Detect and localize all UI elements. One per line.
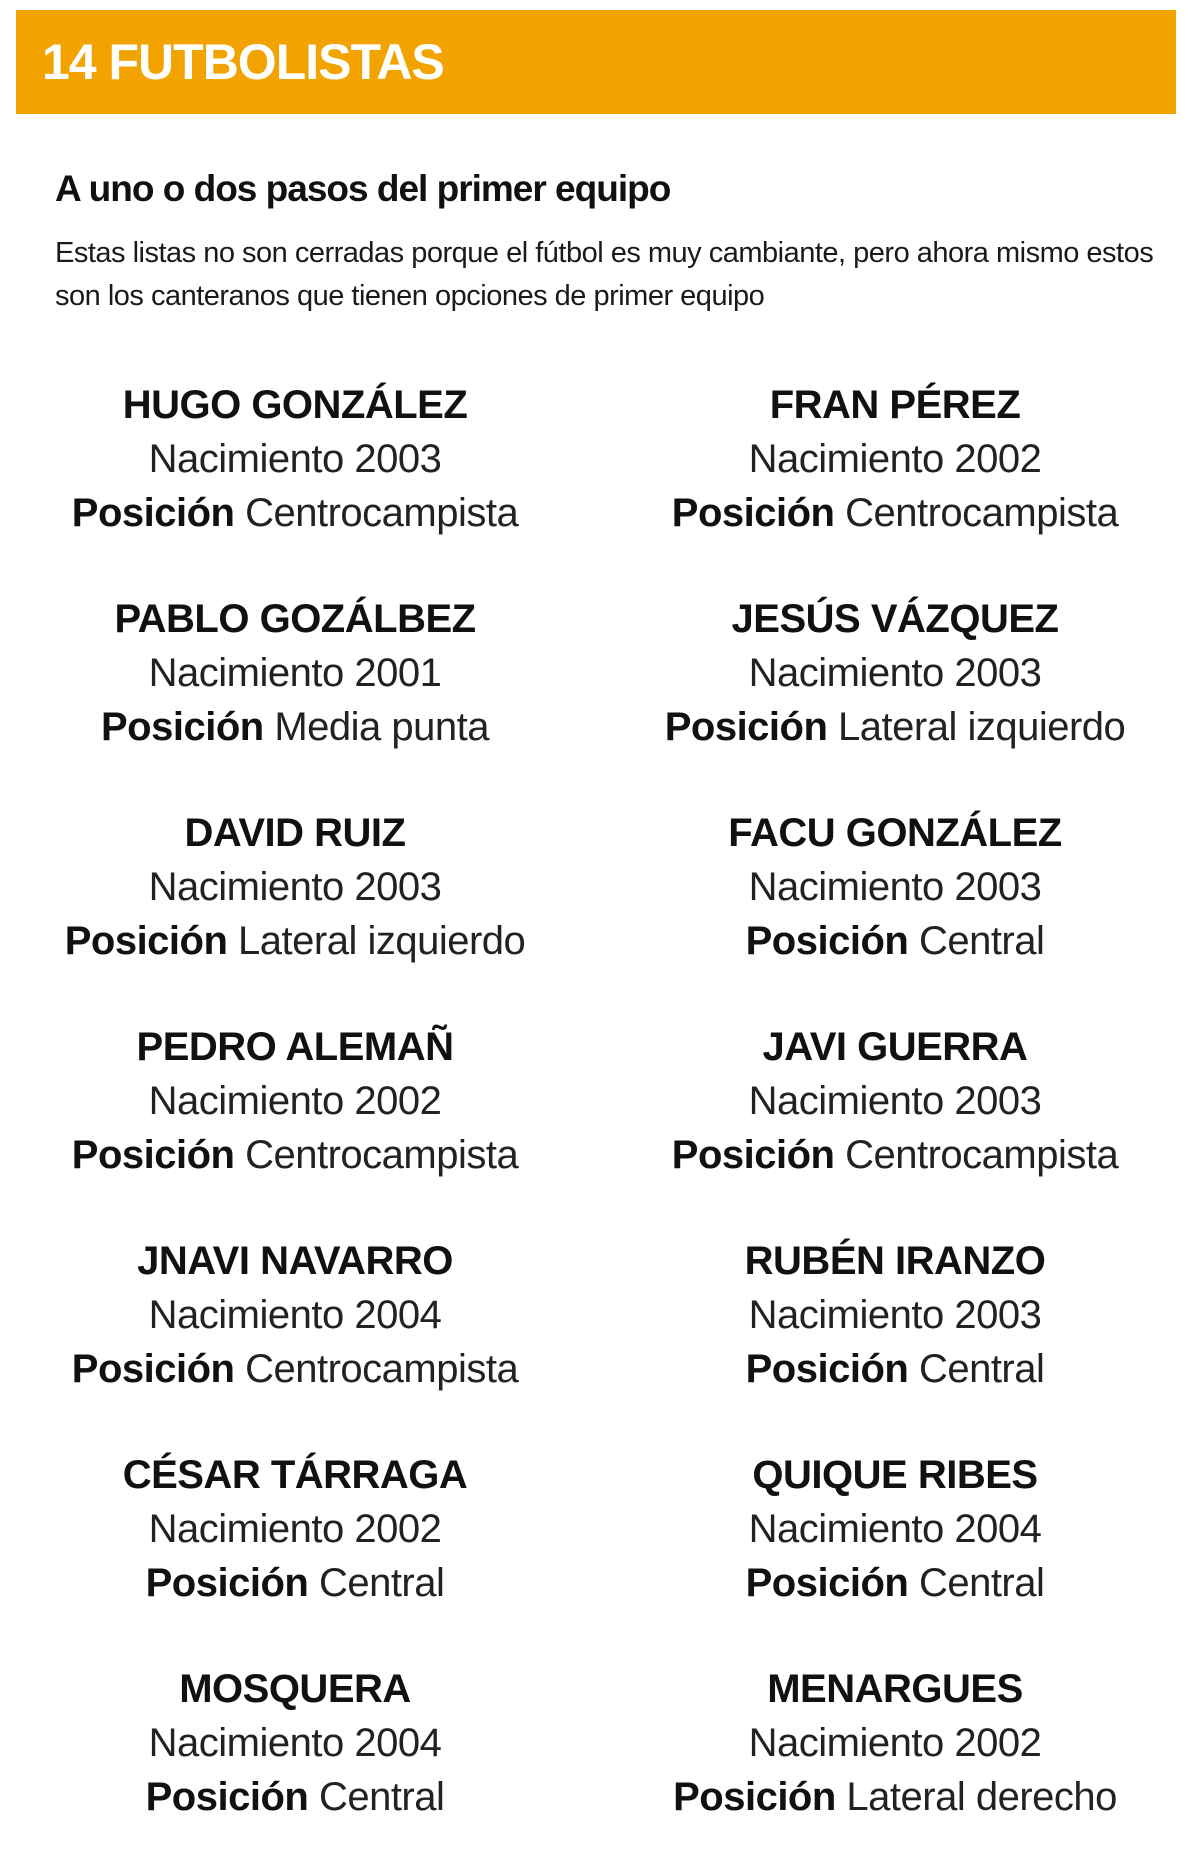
birth-label: Nacimiento [748, 1079, 944, 1123]
position-label: Posición [664, 705, 828, 749]
birth-label: Nacimiento [748, 1293, 944, 1337]
section-subtitle: A uno o dos pasos del primer equipo [55, 168, 671, 209]
birth-year: 2002 [354, 1079, 442, 1123]
birth-label: Nacimiento [748, 865, 944, 909]
player-name: JAVI GUERRA [762, 1025, 1028, 1069]
birth-year: 2003 [954, 865, 1042, 909]
player-card [590, 378, 1200, 592]
birth-year: 2003 [954, 1293, 1042, 1337]
player-position [0, 914, 590, 968]
birth-year: 2001 [354, 651, 442, 695]
position-value: Centrocampista [845, 491, 1119, 535]
position-label: Posición [145, 1561, 309, 1605]
player-name: PABLO GOZÁLBEZ [114, 597, 476, 641]
position-label: Posición [745, 919, 909, 963]
position-value: Centrocampista [245, 1133, 519, 1177]
birth-year: 2004 [954, 1507, 1042, 1551]
birth-year: 2002 [954, 1721, 1042, 1765]
position-value: Centrocampista [245, 491, 519, 535]
position-value: Lateral derecho [846, 1775, 1117, 1819]
player-birth [590, 1716, 1200, 1770]
birth-label: Nacimiento [148, 437, 344, 481]
birth-year: 2004 [354, 1293, 442, 1337]
birth-year: 2004 [354, 1721, 442, 1765]
player-name: DAVID RUIZ [184, 811, 406, 855]
player-card [0, 592, 590, 806]
birth-year: 2003 [954, 651, 1042, 695]
player-card [0, 1448, 590, 1662]
player-position [0, 1770, 590, 1824]
birth-label: Nacimiento [148, 651, 344, 695]
position-label: Posición [745, 1561, 909, 1605]
position-label: Posición [745, 1347, 909, 1391]
player-name: HUGO GONZÁLEZ [122, 383, 468, 427]
position-value: Central [318, 1775, 445, 1819]
player-birth [0, 860, 590, 914]
position-label: Posición [101, 705, 264, 749]
player-name: PEDRO ALEMAÑ [136, 1025, 454, 1069]
birth-year: 2002 [954, 437, 1042, 481]
player-position [590, 914, 1200, 968]
position-value: Central [918, 919, 1045, 963]
player-name: JESÚS VÁZQUEZ [731, 597, 1059, 641]
player-position [590, 1128, 1200, 1182]
birth-label: Nacimiento [148, 1507, 344, 1551]
player-name: RUBÉN IRANZO [744, 1239, 1046, 1283]
player-birth [590, 1502, 1200, 1556]
position-label: Posición [145, 1775, 309, 1819]
player-position [0, 486, 590, 540]
player-position [590, 1770, 1200, 1824]
header-title: 14 FUTBOLISTAS [42, 34, 444, 90]
birth-label: Nacimiento [148, 1293, 344, 1337]
player-name: CÉSAR TÁRRAGA [122, 1453, 468, 1497]
player-card [590, 1448, 1200, 1662]
birth-year: 2002 [354, 1507, 442, 1551]
player-card [590, 806, 1200, 1020]
player-grid [0, 378, 1200, 1876]
player-card [0, 1234, 590, 1448]
birth-label: Nacimiento [748, 651, 944, 695]
position-label: Posición [71, 1347, 235, 1391]
birth-year: 2003 [954, 1079, 1042, 1123]
player-position [0, 1342, 590, 1396]
player-name: MOSQUERA [179, 1667, 411, 1711]
player-card [0, 806, 590, 1020]
birth-year: 2003 [354, 865, 442, 909]
position-value: Central [918, 1561, 1045, 1605]
player-birth [0, 1716, 590, 1770]
player-name: FACU GONZÁLEZ [728, 811, 1062, 855]
position-value: Lateral izquierdo [238, 919, 526, 963]
birth-label: Nacimiento [148, 1079, 344, 1123]
position-label: Posición [64, 919, 228, 963]
birth-label: Nacimiento [148, 865, 344, 909]
player-birth [590, 646, 1200, 700]
header-banner [16, 10, 1176, 114]
birth-label: Nacimiento [148, 1721, 344, 1765]
birth-label: Nacimiento [748, 1507, 944, 1551]
birth-year: 2003 [354, 437, 442, 481]
player-birth [590, 860, 1200, 914]
player-name: MENARGUES [767, 1667, 1023, 1711]
player-card [0, 1662, 590, 1876]
position-value: Centrocampista [845, 1133, 1119, 1177]
player-position [0, 1128, 590, 1182]
player-position [0, 1556, 590, 1610]
player-birth [0, 432, 590, 486]
intro-paragraph: Estas listas no son cerradas porque el fútbol es muy cambiante, pero ahora mismo estos son los canteranos que tienen opciones de primer equipo [55, 237, 1154, 312]
position-label: Posición [71, 491, 235, 535]
player-birth [0, 1502, 590, 1556]
player-name: QUIQUE RIBES [752, 1453, 1038, 1497]
player-birth [0, 1074, 590, 1128]
player-card [0, 1020, 590, 1234]
player-card [0, 378, 590, 592]
position-value: Centrocampista [245, 1347, 519, 1391]
player-birth [0, 646, 590, 700]
position-label: Posición [71, 1133, 235, 1177]
player-birth [0, 1288, 590, 1342]
position-label: Posición [671, 1133, 835, 1177]
player-birth [590, 1288, 1200, 1342]
player-position [590, 486, 1200, 540]
birth-label: Nacimiento [748, 1721, 944, 1765]
position-value: Media punta [274, 705, 489, 749]
player-card [590, 1662, 1200, 1876]
player-name: JNAVI NAVARRO [137, 1239, 453, 1283]
player-position [590, 1342, 1200, 1396]
player-name: FRAN PÉREZ [769, 383, 1021, 427]
birth-label: Nacimiento [748, 437, 944, 481]
position-label: Posición [673, 1775, 836, 1819]
player-card [590, 1234, 1200, 1448]
player-card [590, 592, 1200, 806]
player-position [590, 1556, 1200, 1610]
position-value: Central [318, 1561, 445, 1605]
player-position [590, 700, 1200, 754]
position-label: Posición [671, 491, 835, 535]
player-birth [590, 432, 1200, 486]
position-value: Lateral izquierdo [838, 705, 1126, 749]
position-value: Central [918, 1347, 1045, 1391]
player-card [590, 1020, 1200, 1234]
player-birth [590, 1074, 1200, 1128]
player-position [0, 700, 590, 754]
